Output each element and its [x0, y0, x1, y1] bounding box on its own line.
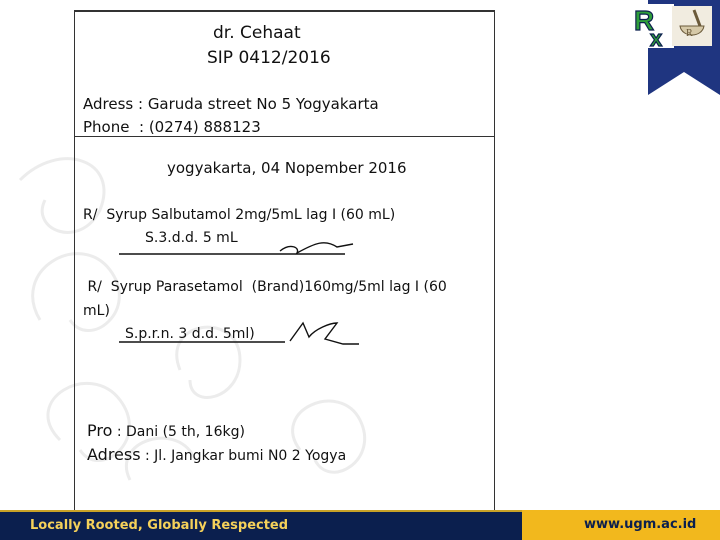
- pro-value: : Dani (5 th, 16kg): [112, 424, 245, 440]
- patient-name: [87, 421, 245, 440]
- rx-item-1-signa: S.3.d.d. 5 mL: [145, 230, 238, 246]
- phone-value: (0274) 888123: [148, 118, 261, 136]
- address-label: Adress :: [83, 95, 148, 113]
- footer-tagline: Locally Rooted, Globally Respected: [30, 518, 289, 533]
- prescription-card: [74, 10, 495, 520]
- phone-label: Phone :: [83, 118, 149, 136]
- prescription-date: yogyakarta, 04 Nopember 2016: [167, 159, 407, 177]
- footer-website-box: [522, 510, 720, 540]
- footer-website-link[interactable]: www.ugm.ac.id: [584, 517, 697, 532]
- patient-address: [87, 445, 346, 464]
- pro-label: Pro: [87, 421, 113, 440]
- rx-item-2: R/ Syrup Parasetamol (Brand)160mg/5ml lag I (60: [83, 279, 447, 295]
- doctor-name: dr. Cehaat: [213, 23, 301, 43]
- patient-address-value: : Jl. Jangkar bumi N0 2 Yogya: [140, 448, 347, 464]
- mortar-pestle-icon: [672, 6, 712, 46]
- paraf-signatures: [75, 11, 496, 391]
- rx-logo-x: x: [650, 26, 663, 48]
- doctor-sip: SIP 0412/2016: [207, 48, 331, 68]
- rx-item-2-signa: S.p.r.n. 3 d.d. 5ml): [125, 326, 255, 342]
- rx-item-2-cont: mL): [83, 303, 110, 319]
- rx-item-1: R/ Syrup Salbutamol 2mg/5mL lag I (60 mL): [83, 207, 396, 223]
- rx-logo-r: R: [634, 5, 655, 36]
- patient-address-label: Adress: [87, 445, 141, 464]
- address-value: Garuda street No 5 Yogyakarta: [147, 95, 379, 113]
- rx-logo-icon: [630, 4, 674, 48]
- footer-band: [0, 510, 720, 540]
- svg-text:R: R: [686, 28, 693, 39]
